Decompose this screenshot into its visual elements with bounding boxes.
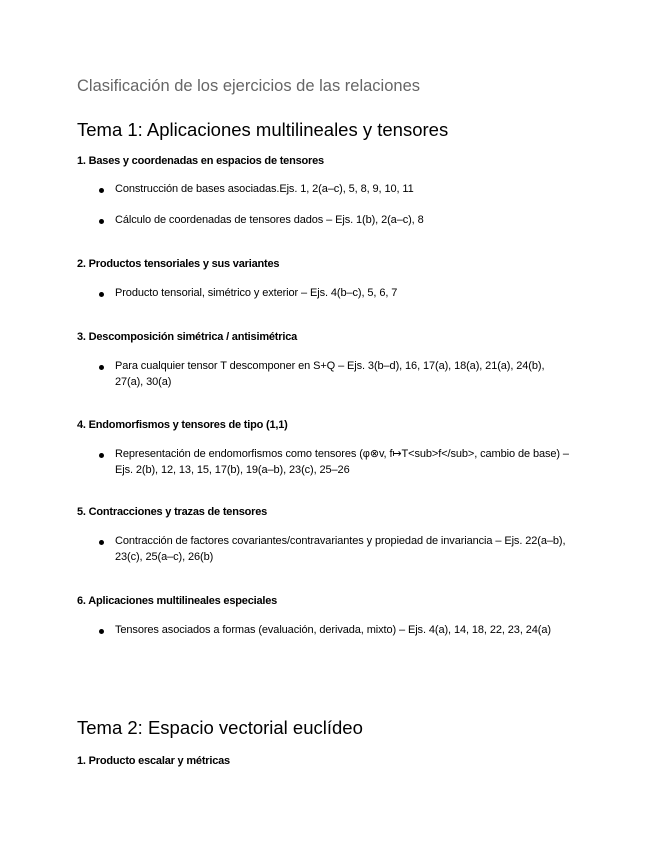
bullet-icon: [99, 540, 104, 545]
tema-2-heading: Tema 2: Espacio vectorial euclídeo: [77, 717, 363, 738]
bullet-icon: [99, 292, 104, 297]
section-heading: 4. Endomorfismos y tensores de tipo (1,1): [77, 419, 288, 431]
section-heading: 6. Aplicaciones multilineales especiales: [77, 595, 278, 607]
bullet-icon: [99, 219, 104, 224]
list-item-text: Para cualquier tensor T descomponer en S+Q – Ejs. 3(b–d), 16, 17(a), 18(a), 21(a), 24(b), 27(a), 30(a): [115, 360, 545, 388]
list-item-text: Contracción de factores covariantes/contravariantes y propiedad de invariancia – Ejs. 22(a–b), 23(c), 25(a–c), 26(b): [115, 535, 566, 563]
list-item: [115, 213, 570, 229]
list-item: [115, 286, 570, 302]
document-title: Clasificación de los ejercicios de las relaciones: [77, 77, 420, 95]
list-item-text: Tensores asociados a formas (evaluación, derivada, mixto) – Ejs. 4(a), 14, 18, 22, 23, 24(a): [115, 624, 551, 636]
list-item-text: Construcción de bases asociadas.Ejs. 1, 2(a–c), 5, 8, 9, 10, 11: [115, 183, 414, 195]
section-heading: 3. Descomposición simétrica / antisimétrica: [77, 331, 298, 343]
section-heading: 1. Producto escalar y métricas: [77, 755, 230, 767]
section-heading: 1. Bases y coordenadas en espacios de tensores: [77, 155, 324, 167]
list-item: [115, 534, 570, 565]
list-item-text: Cálculo de coordenadas de tensores dados – Ejs. 1(b), 2(a–c), 8: [115, 214, 424, 226]
bullet-icon: [99, 365, 104, 370]
list-item: [115, 182, 570, 198]
bullet-icon: [99, 453, 104, 458]
bullet-icon: [99, 188, 104, 193]
section-heading: 2. Productos tensoriales y sus variantes: [77, 258, 280, 270]
bullet-icon: [99, 629, 104, 634]
list-item: [115, 623, 570, 639]
list-item: [115, 359, 570, 390]
list-item-text: Producto tensorial, simétrico y exterior – Ejs. 4(b–c), 5, 6, 7: [115, 287, 398, 299]
section-heading: 5. Contracciones y trazas de tensores: [77, 506, 268, 518]
tema-1-heading: Tema 1: Aplicaciones multilineales y tensores: [77, 119, 449, 140]
list-item-text: Representación de endomorfismos como tensores (φ⊗v, f↦T<sub>f</sub>, cambio de base) – Ejs. 2(b), 12, 13, 15, 17(b), 19(a–b), 23(c), 25–26: [115, 448, 569, 476]
list-item: [115, 447, 570, 478]
